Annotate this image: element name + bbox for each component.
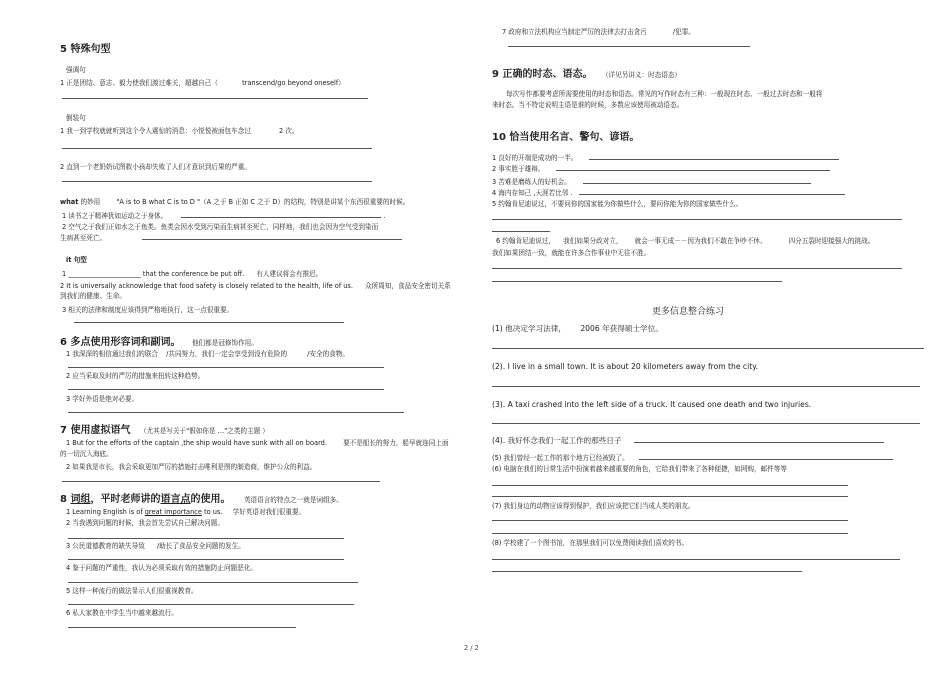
inline-answer-line [579,188,845,195]
s7-q1-translation: 要不是船长的努力，船早就连同上面 [343,439,449,447]
s7-q2: 2 如果我是市长，我会采取更加严厉的措施打击唯利是图的制造商，维护公众的利益。 [66,463,317,471]
s8-q4: 4 鉴于问题的严重性，我认为必须采取有效的措施防止问题恶化。 [66,564,257,572]
answer-line [492,348,924,349]
section-8-end: 的使用。 [190,494,231,505]
answer-line [492,559,900,560]
answer-line [68,389,384,390]
emphasis-q1 [60,79,345,87]
inversion-q1 [60,127,299,135]
s8-q3 [66,542,245,550]
inline-answer-line [639,453,893,460]
answer-line [492,386,920,387]
s10-q6-d: 四分五裂时迎接强大的挑战。 [788,237,875,245]
what-q1-text: 1 读书之于精神犹如运动之于身体。 [62,212,168,220]
emphasis-label: 强调句 [66,66,86,74]
s8-q6: 6 私人家教在中学生当中越来越流行。 [66,609,178,617]
section-5-title: 5 特殊句型 [60,44,111,55]
s10-q4 [492,188,847,197]
it-q2 [60,282,451,290]
answer-line [68,604,354,605]
s8-q1-a: 1 Learning English is of [66,508,143,516]
right-q7-text: 7 政府和立法机构应当制定严厉的法律去打击贪污 [502,28,647,36]
more-q8: (8) 学校建了一个图书馆，在那里我们可以免费阅读我们喜欢的书。 [492,539,689,547]
s6-q1 [66,350,349,358]
answer-line [492,219,902,220]
what-q2a: 2 空气之于我们正如水之于鱼类。鱼类会因水受到污染而生病甚至死亡，同样地，我们也会因为空气受到染而 [62,223,379,231]
answer-line [68,367,384,368]
what-usage [60,198,409,206]
answer-line [492,571,802,572]
answer-line [492,268,902,269]
section-10-title: 10 恰当使用名言、警句、谚语。 [492,132,640,143]
s10-q6e: 我们如果团结一致，就能在许多合作事业中无往不胜。 [492,249,651,257]
s7-q1c: 的一切沉入海底。 [60,450,113,458]
emphasis-q1-english: transcend/go beyond oneself） [242,79,345,87]
it-q2c: 到我们的健康、生命。 [60,292,126,300]
it-label: it 句型 [66,256,87,264]
answer-line [68,582,358,583]
what-q2b [60,233,404,242]
s9-p2: 来时态。当不特定说明主语是谁的时候，多数应该使用被动语态。 [492,101,684,109]
more-q4-text: (4). 我好怀念我们一起工作的那些日子 [492,436,622,445]
inline-answer-line [142,233,402,240]
inversion-q1-tail: 2 次。 [279,127,299,135]
s10-q6-b: 我们如果分政对立， [563,237,623,245]
answer-line [492,423,920,424]
section-9-heading: 9 正确的时态、语态。 [492,69,593,80]
what-structure: "A is to B what C is to D "（A 之于 B 正如 C 之于 D）的结构，特别是讲某个东西很重要的时候。 [116,198,410,206]
s10-q1-text: 1 良好的开端是成功的一半。 [492,154,578,162]
answer-line [508,46,750,47]
section-8-subtitle: 英语语言的特点之一就是词组多。 [243,496,343,504]
answer-line [492,485,848,486]
inversion-q2: 2 直到一个老奶奶试图救小孩却失败了人们才意识到后果的严重。 [60,163,251,171]
answer-line [62,148,372,149]
section-9-note: （详见另讲义：时态语态） [601,71,682,79]
more-q1-b: 2006 年获得硕士学位。 [580,324,663,333]
more-q3: (3). A taxi crashed into the left side of a truck. It caused one death and two injuries. [492,400,812,409]
answer-line [68,627,296,628]
inversion-q1-text: 1 我一到学校就就听到这个令人震惊的消息：小悦悦被面包车念过 [60,127,251,135]
inline-answer-line [556,164,830,171]
s10-q5: 5 约翰肯尼迪说过，不要问你的国家能为你做些什么，要问你能为你的国家做些什么。 [492,200,743,208]
s8-q3-a: 3 公民道德教育的缺失导致 [66,542,145,550]
section-8-title [60,494,343,506]
section-6-subtitle: 他们都是冠修饰作用。 [191,339,258,347]
answer-line [492,520,848,521]
it-q1 [62,270,322,278]
it-q1-text: 1 ______________________ that the conference be put off. [62,270,245,278]
page-number: 2 / 2 [464,644,479,652]
inversion-label: 倒装句 [66,114,86,122]
more-q5 [492,453,895,462]
more-q1 [492,324,663,333]
s8-q1-translation: 学好英语对我们很重要。 [232,508,306,516]
what-label: 的妙用 [80,198,101,206]
s6-q2: 2 应当采取及时的严厉的措施来扭转这种趋势。 [66,372,205,380]
s10-q1 [492,153,841,162]
answer-line [492,231,550,232]
s10-q2 [492,164,832,173]
section-8-mid: ，平时老师讲的 [90,494,161,505]
more-practice-title: 更多信息整合练习 [652,307,725,317]
s10-q6-c: 就会一事无成－－因为我们不敢在争吵不休、 [634,237,767,245]
inline-answer-line [583,177,811,184]
it-q2-translation: 众所周知，食品安全密切关系 [365,282,451,290]
s8-q5: 5 这样一种流行的做法显示人们很重视教育。 [66,587,198,595]
s10-q3 [492,177,813,186]
answer-line [492,496,848,497]
section-7-heading: 7 使用虚拟语气 [60,425,131,436]
answer-line [492,281,782,282]
section-8-keyword-2: 语言点 [160,494,191,505]
answer-line [74,322,344,323]
answer-line [62,481,380,482]
section-7-note: （尤其是写关于"假如你是 …"之类的主题 ） [139,427,269,435]
answer-line [68,538,344,539]
inline-answer-line [634,436,884,443]
right-q7 [502,28,695,36]
more-q1-a: (1) 他决定学习法律， [492,324,566,333]
s8-q1-c: to us. [204,508,223,516]
s10-q3-text: 3 苦难是磨练人的好机会。 [492,178,571,186]
answer-line [68,559,344,560]
s8-q1-phrase: great importance [144,508,202,516]
more-q2: (2). I live in a small town. It is about 20 kilometers away from the city. [492,362,759,371]
what-q2b-text: 生病甚至死亡。 [60,234,107,242]
section-8-keyword-1: 词组 [70,494,91,505]
s7-q1 [66,439,449,447]
section-6-title [60,337,258,349]
s10-q6 [496,237,874,245]
right-q7-tail: /犯罪。 [672,28,695,36]
s8-q1 [66,508,305,516]
s6-q1-b: /共同努力，我们一定会享受到没有危险的 [166,350,288,358]
s6-q3: 3 学好外语是绝对必要。 [66,395,139,403]
s7-q1-text: 1 But for the efforts of the captain ,the ship would have sunk with all on board. [66,439,327,447]
answer-line [68,412,404,413]
s10-q6-a: 6 约翰肯尼迪说过， [496,237,556,245]
more-q5-text: (5) 我们曾经一起工作的那个地方已经被毁了。 [492,454,629,462]
section-9-title [492,69,681,81]
more-q6: (6) 电脑在我们的日常生活中扮演着越来越重要的角色，它给我们带来了各种便捷，如网购，邮件等等 [492,465,787,473]
section-8-number: 8 [60,494,67,505]
s8-q2: 2 当我遇到问题的时候，我会首先尝试自己解决问题。 [66,519,224,527]
emphasis-q1-text: 1 正是团结、意志、毅力使我们渡过难关，超越自己（ [60,79,218,87]
s10-q2-text: 2 事实胜于雄辩。 [492,165,545,173]
inline-answer-line [589,153,839,160]
it-q2-text: 2 It is universally acknowledge that food safety is closely related to the health, life of us. [60,282,353,290]
s8-q3-b: /助长了食品安全问题的发生。 [156,542,245,550]
answer-line [62,98,368,99]
it-q3: 3 相关的法律和制度应该得到严格地执行，这一点很重要。 [62,306,234,314]
section-6-heading: 6 多点使用形容词和副词。 [60,337,181,348]
what-q1: 1 读书之于精神犹如运动之于身体。 . [62,212,386,220]
s9-p1: 每次写作都要考虑所需要使用的时态和语态。常见的写作时态有三种：一般现在时态、一般过去时态和一般将 [506,90,823,98]
answer-line [492,533,848,534]
section-7-title [60,425,269,437]
it-q1-translation: 有人建议将会有推迟。 [256,270,323,278]
more-q4 [492,436,886,445]
answer-line [62,181,372,182]
s6-q1-a: 1 我深深的相信通过我们的联合 [66,350,159,358]
s6-q1-c: /安全的食物。 [307,350,349,358]
s10-q4-text: 4 海内存知己 ,天涯若比邻 . [492,189,573,197]
inline-answer-line [181,211,381,218]
more-q7: (7) 我们身边的动物应该得到保护，我们应该把它们当成人类的朋友。 [492,502,695,510]
what-keyword: what [60,198,79,206]
